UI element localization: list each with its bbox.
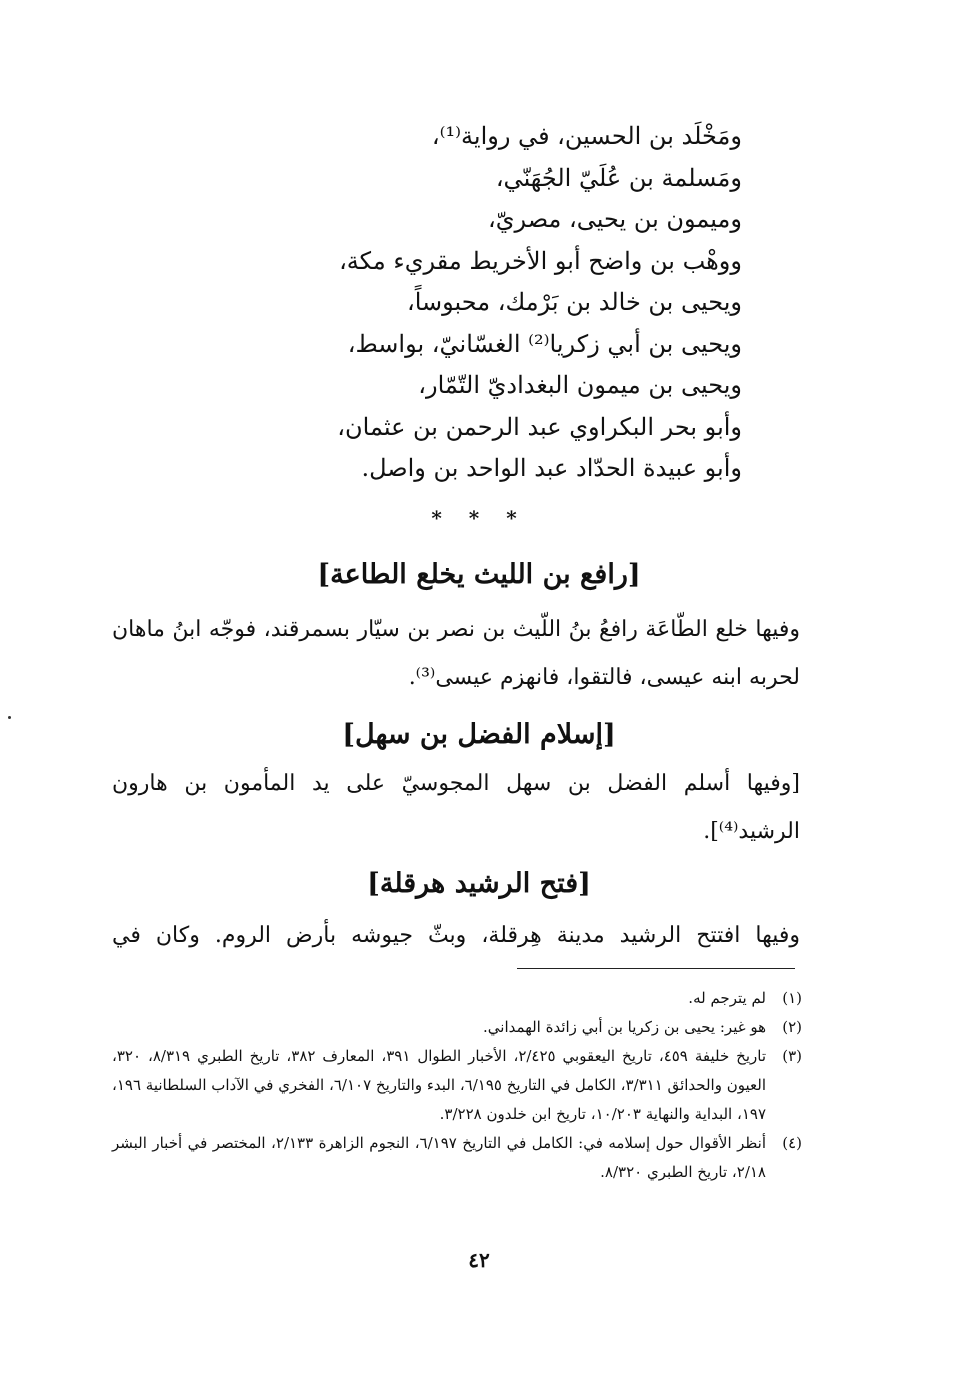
- footnote-item: [112, 1129, 802, 1187]
- footnote-item: [112, 1013, 802, 1042]
- footnote-number: (٣): [782, 1047, 802, 1065]
- footnote-text: أنظر الأقوال حول إسلامه في: الكامل في التاريخ ٦/١٩٧، النجوم الزاهرة ٢/١٣٣، المختصر في أخبار البشر ٢/١٨، تاريخ الطبري ٨/٣٢٠.: [112, 1134, 766, 1181]
- footnote-number: (١): [782, 989, 802, 1007]
- footnote-item: [112, 984, 802, 1013]
- paragraph-heraclea: وفيها افتتح الرشيد مدينة هِرقلة، وبثّ جيوشه بأرض الروم. وكان في: [112, 923, 800, 948]
- section-separator: * * *: [431, 506, 527, 530]
- footnote-text: هو غير: يحيى بن زكريا بن أبي زائدة الهمداني.: [483, 1018, 766, 1036]
- footnote-text: لم يترجم له.: [688, 989, 766, 1007]
- footnote-number: (٤): [782, 1134, 802, 1152]
- footnote-item: [112, 1042, 802, 1129]
- section-heading-fadl: [إسلام الفضل بن سهل]: [342, 719, 616, 750]
- footnote-text: تاريخ خليفة ٤٥٩، تاريخ اليعقوبي ٢/٤٢٥، الأخبار الطوال ٣٩١، المعارف ٣٨٢، تاريخ الطبري ٨/٣١٩، ٣٢٠، العيون والحدائق ٣/٣١١، الكامل في التاريخ ٦/١٩٥، البدء والتاريخ ٦/١٠٧، الفخري في الآداب السلطانية ١٩٦، ١٩٧، البداية والنهاية ١٠/٢٠٣، تاريخ ابن خلدون ٣/٢٢٨.: [112, 1047, 767, 1123]
- list-item: ويحيى بن ميمون البغداديّ التّمّار،: [418, 371, 742, 399]
- section-heading-rafi: [رافع بن الليث يخلع الطاعة]: [317, 559, 641, 590]
- list-item: ويحيى بن خالد بن بَرْمك، محبوساً،: [406, 288, 742, 316]
- footnote-number: (٢): [782, 1018, 802, 1036]
- list-item: ومَسلمة بن عُلَيّ الجُهَنّي،: [495, 163, 742, 192]
- footnote-divider: [517, 968, 795, 969]
- paragraph-fadl: [وفيها أسلم الفضل بن سهل المجوسيّ على يد المأمون بن هارون الرشيد⁽⁴⁾].: [112, 771, 800, 844]
- list-item: ووهْب بن واضح أبو الأخريط مقريء مكة،: [339, 246, 742, 275]
- scan-speck: [8, 716, 11, 719]
- list-item: ويحيى بن أبي زكريا⁽²⁾ الغسّانيّ، بواسط،: [347, 329, 742, 358]
- footnotes: [112, 984, 802, 1187]
- list-item: وأبو بحر البكراوي عبد الرحمن بن عثمان،: [337, 412, 742, 441]
- list-item: وميمون بن يحيى، مصريّ،: [487, 205, 742, 233]
- list-item: ومَخْلَد بن الحسين، في رواية⁽¹⁾،: [431, 122, 742, 150]
- list-item: وأبو عبيدة الحدّاد عبد الواحد بن واصل.: [361, 454, 742, 482]
- page-number: ٤٢: [468, 1248, 490, 1272]
- names-list: [322, 116, 742, 490]
- section-heading-heraclea: [فتح الرشيد هرقلة]: [367, 868, 591, 899]
- paragraph-rafi: وفيها خلع الطّاعَة رافعُ بنُ اللّيث بن نصر بن سيّار بسمرقند، فوجّه ابنُ ماهان لحربه ابنه عيسى، فالتقوا، فانهزم عيسى⁽³⁾.: [112, 617, 800, 690]
